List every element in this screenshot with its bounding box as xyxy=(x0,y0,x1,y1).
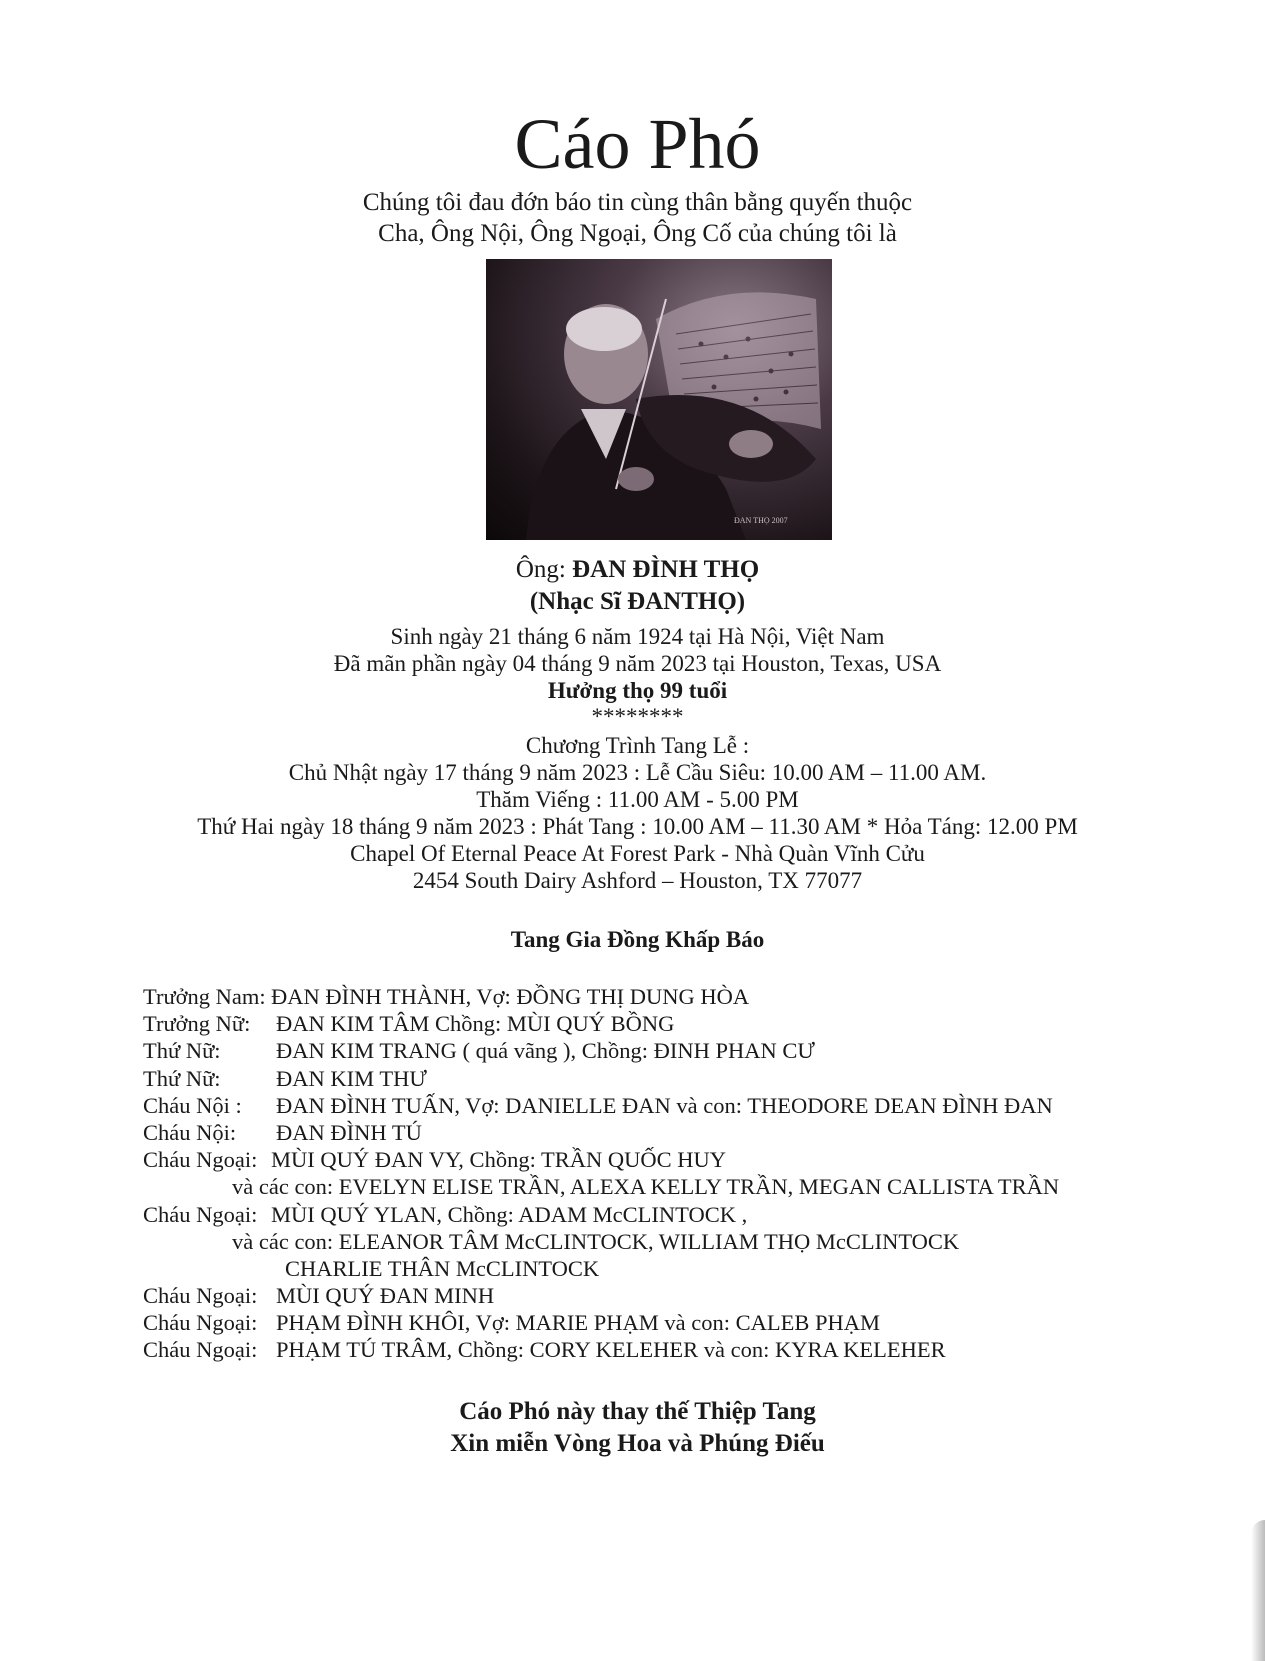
death-info: Đã mãn phần ngày 04 tháng 9 năm 2023 tại Houston, Texas, USA xyxy=(333,651,942,676)
portrait-photo xyxy=(486,259,832,540)
deceased-name-line xyxy=(0,554,1265,586)
intro-line-1: Chúng tôi đau đớn báo tin cùng thân bằng quyến thuộc xyxy=(362,189,913,216)
closing-line-1: Cáo Phó này thay thế Thiệp Tang xyxy=(459,1398,816,1425)
closing-line-2: Xin miễn Vòng Hoa và Phúng Điếu xyxy=(450,1430,825,1457)
page-title: Cáo Phó xyxy=(514,104,761,184)
family-members: ĐAN ĐÌNH TÚ xyxy=(276,1119,422,1145)
deceased-name: ĐAN ĐÌNH THỌ xyxy=(572,556,760,583)
family-children: CHARLIE THÂN McCLINTOCK xyxy=(285,1255,600,1281)
family-relation: Cháu Ngoại: xyxy=(143,1337,258,1363)
family-relation: Cháu Ngoại: xyxy=(143,1147,258,1173)
family-members: ĐAN KIM THƯ xyxy=(276,1065,427,1091)
family-relation: Cháu Ngoại: xyxy=(143,1283,258,1309)
family-members: MÙI QUÝ ĐAN VY, Chồng: TRẦN QUỐC HUY xyxy=(271,1147,727,1173)
birth-info: Sinh ngày 21 tháng 6 năm 1924 tại Hà Nội, Việt Nam xyxy=(390,624,885,649)
separator-stars: ******** xyxy=(591,704,684,729)
family-members: ĐAN KIM TÂM Chồng: MÙI QUÝ BỒNG xyxy=(276,1011,675,1037)
family-members: PHẠM ĐÌNH KHÔI, Vợ: MARIE PHẠM và con: CALEB PHẠM xyxy=(276,1310,880,1336)
family-children: và các con: ELEANOR TÂM McCLINTOCK, WILLIAM THỌ McCLINTOCK xyxy=(232,1228,960,1254)
family-members: MÙI QUÝ ĐAN MINH xyxy=(276,1283,495,1309)
family-members: ĐAN ĐÌNH TUẤN, Vợ: DANIELLE ĐAN và con: THEODORE DEAN ĐÌNH ĐAN xyxy=(276,1092,1053,1118)
edge-shadow xyxy=(1251,1520,1265,1661)
family-relation: Trưởng Nam: xyxy=(143,984,266,1009)
program-line-3: Thứ Hai ngày 18 tháng 9 năm 2023 : Phát Tang : 10.00 AM – 11.30 AM * Hỏa Táng: 12.00 PM xyxy=(197,814,1078,839)
program-line-1: Chủ Nhật ngày 17 tháng 9 năm 2023 : Lễ Cầu Siêu: 10.00 AM – 11.00 AM. xyxy=(288,760,987,785)
family-members: ĐAN KIM TRANG ( quá vãng ), Chồng: ĐINH PHAN CƯ xyxy=(276,1038,815,1064)
family-relation: Cháu Nội : xyxy=(143,1092,242,1118)
family-members: MÙI QUÝ YLAN, Chồng: ADAM McCLINTOCK , xyxy=(271,1201,748,1227)
deceased-prefix: Ông: xyxy=(515,556,573,583)
family-relation: Cháu Nội: xyxy=(143,1119,237,1145)
program-line-2: Thăm Viếng : 11.00 AM - 5.00 PM xyxy=(476,787,799,812)
family-relation: Trưởng Nữ: xyxy=(143,1011,251,1037)
program-heading: Chương Trình Tang Lễ : xyxy=(525,733,750,758)
intro-line-2: Cha, Ông Nội, Ông Ngoại, Ông Cố của chúng tôi là xyxy=(378,220,897,247)
family-relation: Cháu Ngoại: xyxy=(143,1310,258,1336)
family-relation: Thứ Nữ: xyxy=(143,1038,221,1064)
program-line-5: 2454 South Dairy Ashford – Houston, TX 77077 xyxy=(412,868,863,893)
photo-signature: ĐAN THỌ 2007 xyxy=(734,516,788,525)
family-relation: Cháu Ngoại: xyxy=(143,1201,258,1227)
family-children: và các con: EVELYN ELISE TRẦN, ALEXA KELLY TRẦN, MEGAN CALLISTA TRẦN xyxy=(232,1174,1060,1200)
family-relation: Thứ Nữ: xyxy=(143,1065,221,1091)
age-info: Hưởng thọ 99 tuổi xyxy=(547,678,728,703)
deceased-pen-name: (Nhạc Sĩ ĐANTHỌ) xyxy=(529,588,746,615)
family-members: PHẠM TÚ TRÂM, Chồng: CORY KELEHER và con: KYRA KELEHER xyxy=(276,1337,946,1363)
program-line-4: Chapel Of Eternal Peace At Forest Park - Nhà Quàn Vĩnh Cửu xyxy=(350,841,925,866)
family-members: ĐAN ĐÌNH THÀNH, Vợ: ĐỒNG THỊ DUNG HÒA xyxy=(271,984,750,1009)
family-heading: Tang Gia Đồng Khấp Báo xyxy=(510,927,765,952)
